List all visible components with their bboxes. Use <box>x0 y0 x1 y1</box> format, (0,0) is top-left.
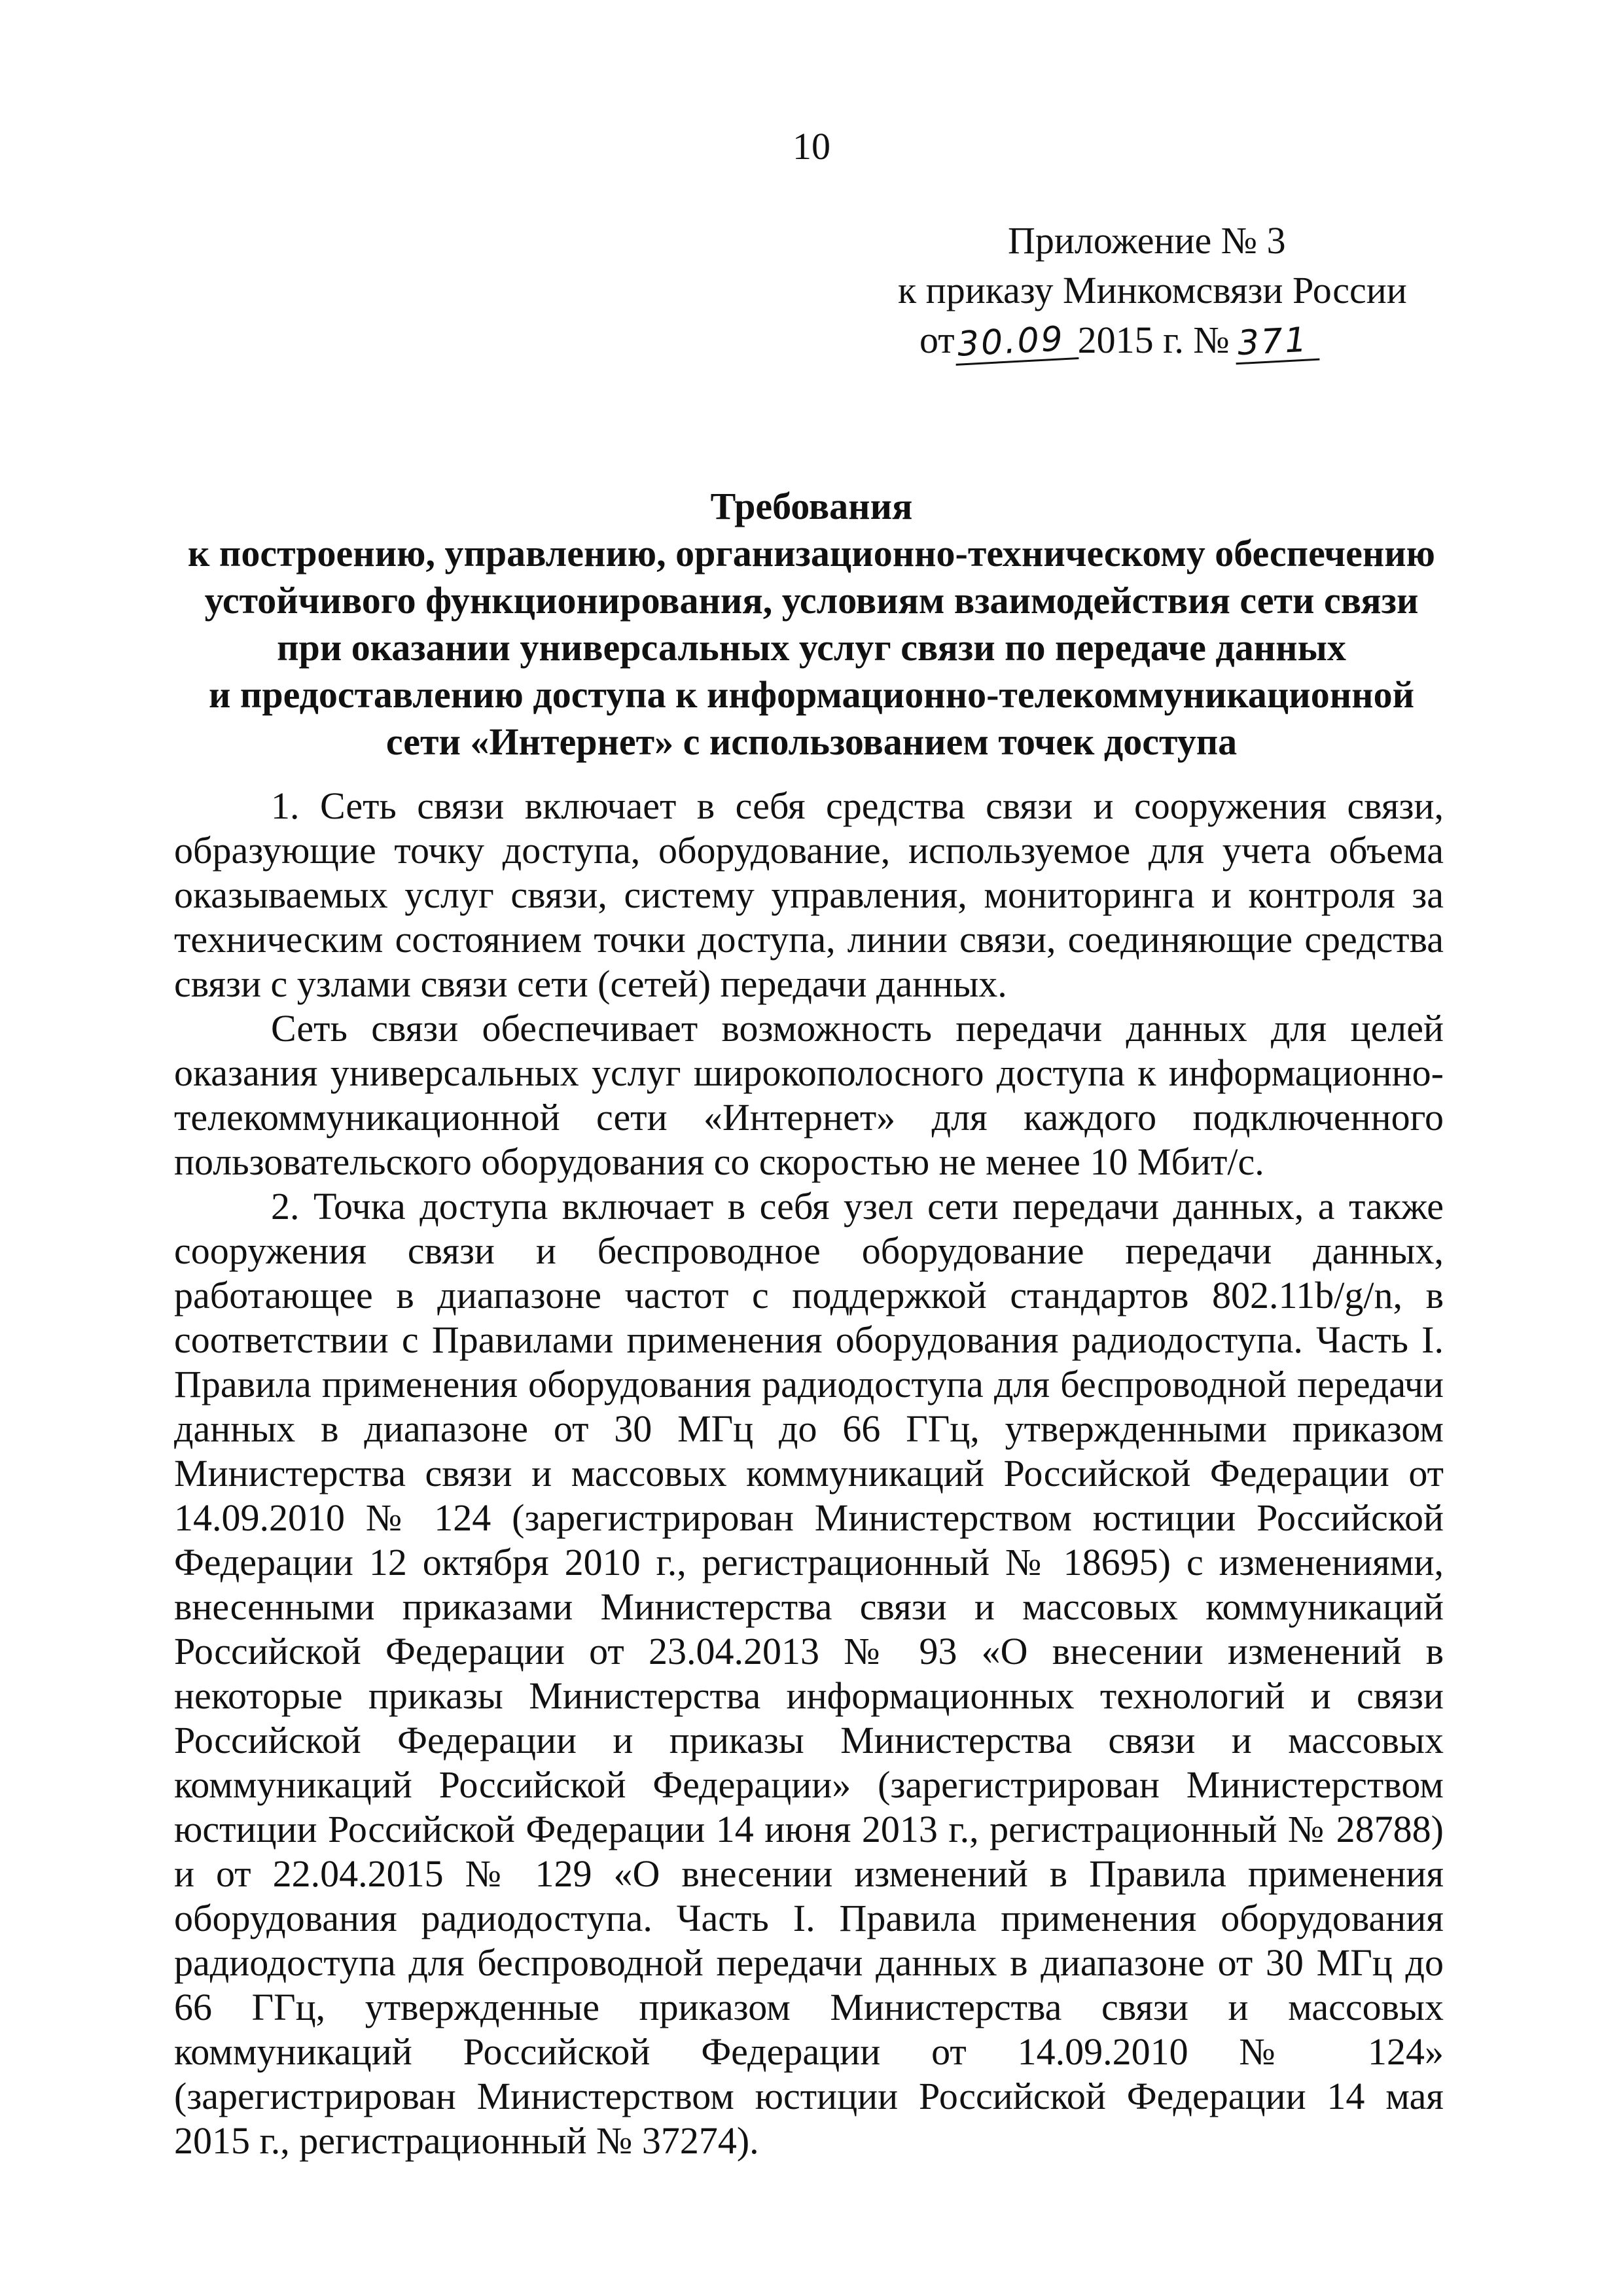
handwritten-date: 30.09 <box>954 319 1079 366</box>
title-heading: Требования <box>710 485 913 527</box>
handwritten-order-number: 371 <box>1234 321 1319 365</box>
appendix-reference <box>890 216 1453 365</box>
year-and-number-label: 2015 г. № <box>1077 319 1230 361</box>
title-line: к построению, управлению, организационно-техническому обеспечению <box>188 532 1435 574</box>
document-title <box>170 483 1453 766</box>
paragraph-1: 1. Сеть связи включает в себя средства связи и сооружения связи, образующие точку доступа, оборудование, используемое для учета объема оказываемых услуг связи, систему управления, мониторинга и контроля за техническим состоянием точки доступа, линии связи, соединяющие средства связи с узлами связи сети (сетей) передачи данных. <box>174 785 1444 1005</box>
title-line: сети «Интернет» с использованием точек доступа <box>385 720 1238 763</box>
document-body <box>174 784 1444 2163</box>
appendix-label: Приложение № 3 <box>1008 219 1286 262</box>
title-line: устойчивого функционирования, условиям взаимодействия сети связи <box>204 579 1419 622</box>
order-date-number <box>890 315 1453 365</box>
title-line: и предоставлению доступа к информационно-телекоммуникационной <box>209 673 1414 716</box>
order-reference: к приказу Минкомсвязи России <box>898 269 1407 311</box>
page-number: 10 <box>793 125 830 168</box>
paragraph-2: Сеть связи обеспечивает возможность передачи данных для целей оказания универсальных услуг широкополосного доступа к информационно-телекоммуникационной сети «Интернет» для каждого подключенного пользовательского оборудования со скоростью не менее 10 Мбит/с. <box>174 1007 1444 1183</box>
title-line: при оказании универсальных услуг связи по передаче данных <box>277 626 1346 669</box>
date-prefix: от <box>919 319 955 361</box>
paragraph-3: 2. Точка доступа включает в себя узел сети передачи данных, а также сооружения связи и беспроводное оборудование передачи данных, работающее в диапазоне частот с поддержкой стандартов 802.11b/g/n, в соответствии с Правилами применения оборудования радиодоступа. Часть I. Правила применения оборудования радиодоступа для беспроводной передачи данных в диапазоне от 30 МГц до 66 ГГц, утвержденными приказом Министерства связи и массовых коммуникаций Российской Федерации от 14.09.2010 № 124 (зарегистрирован Министерством юстиции Российской Федерации 12 октября 2010 г., регистрационный № 18695) с изменениями, внесенными приказами Министерства связи и массовых коммуникаций Российской Федерации от 23.04.2013 № 93 «О внесении изменений в некоторые приказы Министерства информационных технологий и связи Российской Федерации и приказы Министерства связи и массовых коммуникаций Российской Федерации» (зарегистрирован Министерством юстиции Российской Федерации 14 июня 2013 г., регистрационный № 28788) и от 22.04.2015 № 129 «О внесении изменений в Правила применения оборудования радиодоступа. Часть I. Правила применения оборудования радиодоступа для беспроводной передачи данных в диапазоне от 30 МГц до 66 ГГц, утвержденные приказом Министерства связи и массовых коммуникаций Российской Федерации от 14.09.2010 № 124» (зарегистрирован Министерством юстиции Российской Федерации 14 мая 2015 г., регистрационный № 37274). <box>174 1185 1444 2162</box>
